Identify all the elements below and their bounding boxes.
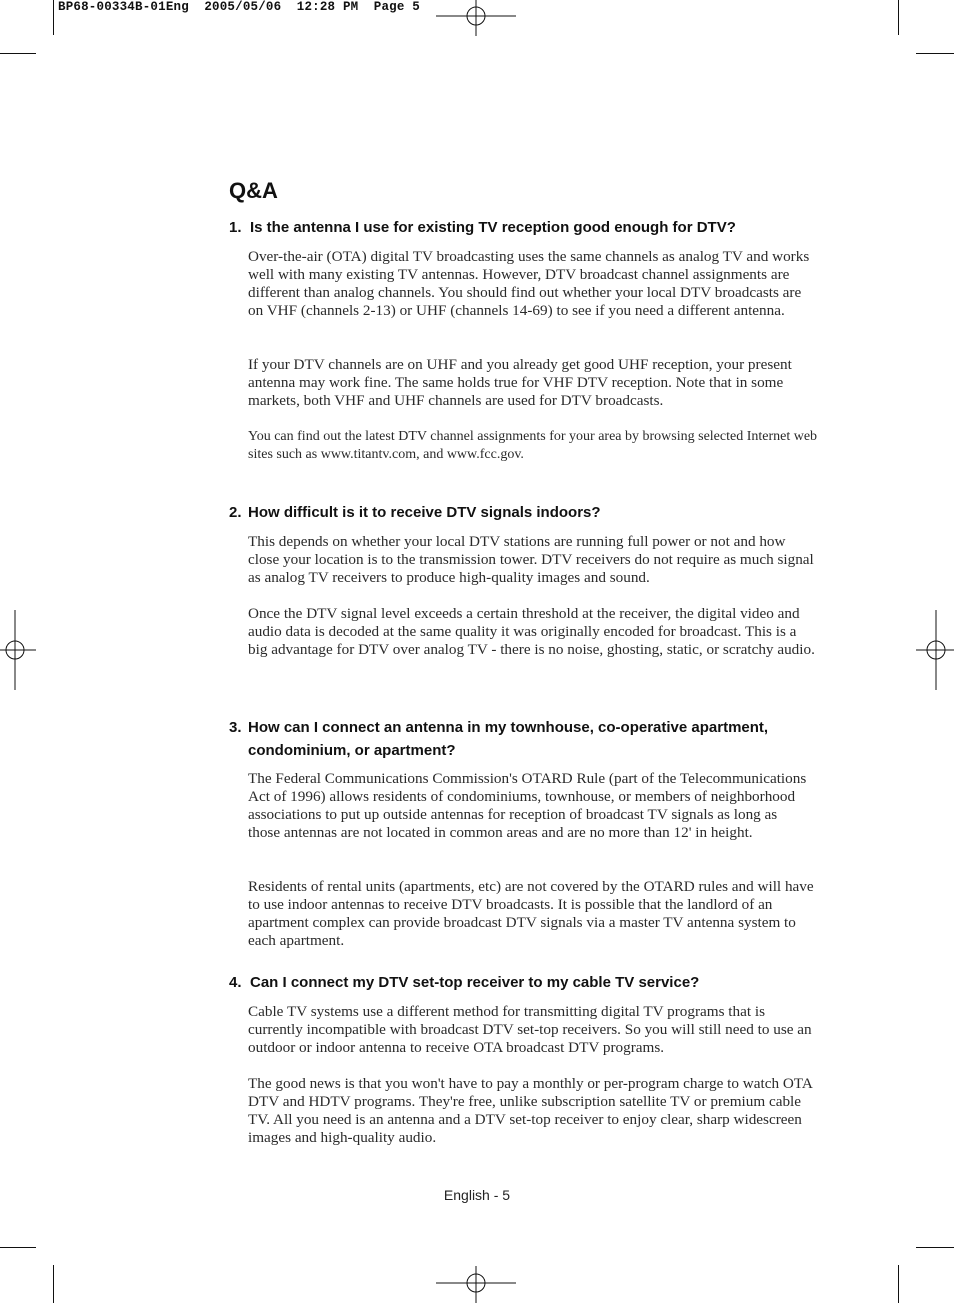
crop-mark-top-left-horizontal [0, 53, 36, 54]
answer-3-paragraph-2: Residents of rental units (apartments, etc) are not covered by the OTARD rules and will have to use indoor antennas to receive DTV broadcasts. It is possible that the landlord of an apartment complex can provide broadcast DTV signals via a master TV antenna system to each apartment. [248, 878, 814, 949]
question-number: 3. [229, 719, 242, 736]
question-4-heading [229, 971, 829, 994]
answer-2-paragraph-2: Once the DTV signal level exceeds a certain threshold at the receiver, the digital video and audio data is decoded at the same quality it was originally encoded for broadcast. This is a big advantage for DTV over analog TV - there is no noise, ghosting, static, or scratchy audio. [248, 605, 815, 658]
crop-mark-bottom-right-vertical [898, 1265, 899, 1303]
crop-mark-bottom-left-vertical [53, 1265, 54, 1303]
answer-1-paragraph-1: Over-the-air (OTA) digital TV broadcasting uses the same channels as analog TV and works well with many existing TV antennas. However, DTV broadcast channel assignments are different than analog channels. You should find out whether your local DTV broadcasts are on VHF (channels 2-13) or UHF (channels 14-69) to see if you need a different antenna. [248, 248, 810, 319]
question-number: 1. [229, 219, 242, 236]
registration-mark-top-icon [436, 0, 516, 36]
page-title: Q&A [229, 178, 278, 203]
answer-4-paragraph-2: The good news is that you won't have to pay a monthly or per-program charge to watch OTA DTV and HDTV programs. They're free, unlike subscription satellite TV or premium cable TV. All you need is an antenna and a DTV set-top receiver to enjoy clear, sharp widescreen images and high-quality audio. [248, 1075, 812, 1146]
question-text: Is the antenna I use for existing TV reception good enough for DTV? [250, 219, 736, 236]
answer-3-paragraph-1: The Federal Communications Commission's OTARD Rule (part of the Telecommunications Act of 1996) allows residents of condominiums, townhouse, or members of neighborhood associations to put up outside antennas for reception of broadcast TV signals as long as those antennas are not located in common areas and are no more than 12' in height. [248, 770, 807, 841]
answer-1-paragraph-3: You can find out the latest DTV channel assignments for your area by browsing selected Internet web sites such as www.titantv.com, and www.fcc.gov. [248, 429, 818, 462]
crop-mark-top-right-vertical [898, 0, 899, 35]
answer-4-paragraph-1: Cable TV systems use a different method for transmitting digital TV programs that is currently incompatible with broadcast DTV set-top receivers. So you will still need to use an outdoor or indoor antenna to receive OTA broadcast DTV programs. [248, 1003, 812, 1056]
answer-1-paragraph-2: If your DTV channels are on UHF and you already get good UHF reception, your present antenna may work fine. The same holds true for VHF DTV reception. Note that in some markets, both VHF and UHF channels are used for DTV broadcasts. [248, 356, 792, 409]
crop-mark-top-left-vertical [53, 0, 54, 35]
answer-2-paragraph-1: This depends on whether your local DTV stations are running full power or not and how close your location is to the transmission tower. DTV receivers do not require as much signal as analog TV receivers to produce high-quality images and sound. [248, 533, 814, 586]
question-text: Can I connect my DTV set-top receiver to my cable TV service? [250, 974, 700, 991]
crop-mark-bottom-left-horizontal [0, 1247, 36, 1248]
question-2-heading [229, 501, 829, 524]
question-text: How can I connect an antenna in my townhouse, co-operative apartment, condominium, or apartment? [248, 719, 769, 759]
registration-mark-bottom-icon [436, 1266, 516, 1303]
print-slug: BP68-00334B-01Eng 2005/05/06 12:28 PM Page 5 [58, 0, 420, 14]
question-1-heading [229, 216, 829, 239]
question-number: 4. [229, 974, 242, 991]
registration-mark-right-icon [916, 610, 954, 690]
registration-mark-left-icon [0, 610, 36, 690]
question-text: How difficult is it to receive DTV signals indoors? [248, 504, 601, 521]
question-number: 2. [229, 504, 242, 521]
crop-mark-bottom-right-horizontal [916, 1247, 954, 1248]
page-number-footer: English - 5 [443, 1187, 511, 1203]
crop-mark-top-right-horizontal [916, 53, 954, 54]
question-3-heading [229, 716, 819, 762]
